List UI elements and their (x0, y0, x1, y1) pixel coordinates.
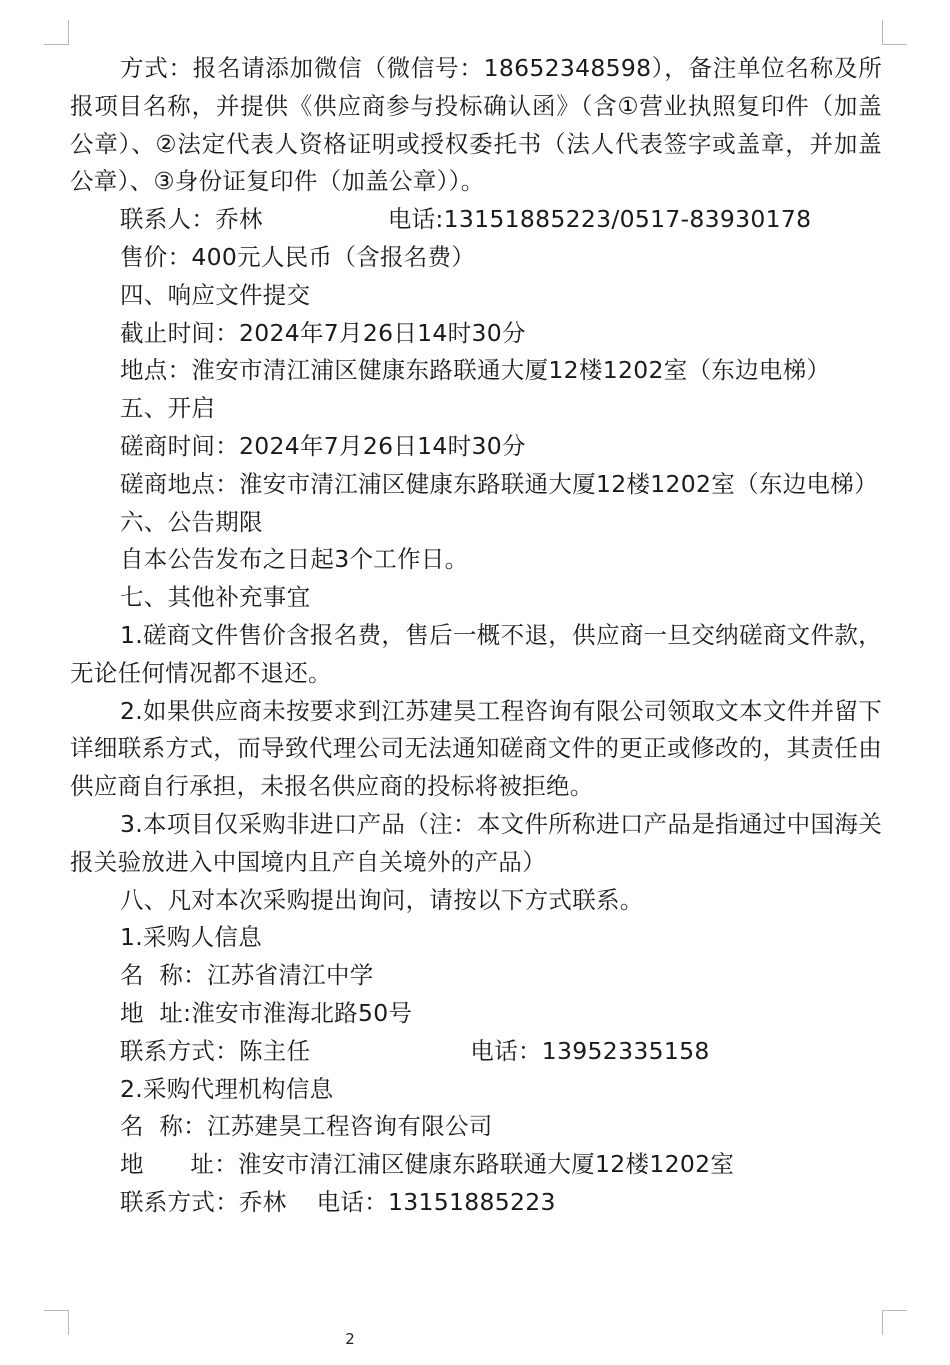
supplement-item-3: 3.本项目仅采购非进口产品（注：本文件所称进口产品是指通过中国海关报关验放进入中国境内且产自关境外的产品） (70, 809, 882, 876)
price: 售价：400元人民币（含报名费） (120, 242, 476, 271)
agency-address: 地 址：淮安市清江浦区健康东路联通大厦12楼1202室 (120, 1150, 735, 1179)
section-6-title: 六、公告期限 (120, 507, 263, 536)
section-5-title: 五、开启 (120, 394, 216, 423)
crop-mark-top-right (882, 20, 907, 45)
purchaser-phone: 电话：13952335158 (470, 1036, 710, 1065)
section-8-title: 八、凡对本次采购提出询问，请按以下方式联系。 (120, 885, 644, 914)
page-number: 2 (345, 1330, 355, 1348)
supplement-item-2: 2.如果供应商未按要求到江苏建昊工程咨询有限公司领取文本文件并留下详细联系方式，而导致代理公司无法通知磋商文件的更正或修改的，其责任由供应商自行承担，未报名供应商的投标将被拒绝。 (70, 696, 882, 801)
negotiation-location: 磋商地点：淮安市清江浦区健康东路联通大厦12楼1202室（东边电梯） (120, 469, 878, 498)
purchaser-info-title: 1.采购人信息 (120, 923, 263, 952)
agency-contact: 联系方式：乔林 (120, 1187, 287, 1216)
negotiation-time: 磋商时间：2024年7月26日14时30分 (120, 431, 526, 460)
agency-name: 名 称：江苏建昊工程咨询有限公司 (120, 1112, 493, 1141)
purchaser-contact-row (70, 1033, 882, 1071)
section-4-title: 四、响应文件提交 (120, 280, 311, 309)
purchaser-name: 名 称：江苏省清江中学 (120, 961, 374, 990)
agency-contact-row (70, 1184, 882, 1222)
contact-person: 联系人：乔林 (120, 205, 263, 234)
agency-info-title: 2.采购代理机构信息 (120, 1074, 334, 1103)
purchaser-address: 地 址:淮安市淮海北路50号 (120, 998, 413, 1027)
supplement-item-1: 1.磋商文件售价含报名费，售后一概不退，供应商一旦交纳磋商文件款，无论任何情况都不退还。 (70, 620, 882, 687)
registration-method: 方式：报名请添加微信（微信号：18652348598），备注单位名称及所报项目名称，并提供《供应商参与投标确认函》（含①营业执照复印件（加盖公章）、②法定代表人资格证明或授权委托书（法人代表签字或盖章，并加盖公章）、③身份证复印件（加盖公章））。 (70, 54, 882, 196)
section-7-title: 七、其他补充事宜 (120, 583, 311, 612)
submission-location: 地点：淮安市清江浦区健康东路联通大厦12楼1202室（东边电梯） (120, 356, 831, 385)
submission-deadline: 截止时间：2024年7月26日14时30分 (120, 318, 526, 347)
purchaser-contact: 联系方式：陈主任 (120, 1036, 311, 1065)
notice-period: 自本公告发布之日起3个工作日。 (120, 545, 469, 574)
document-body (70, 50, 882, 1222)
agency-phone: 电话：13151885223 (316, 1187, 556, 1216)
crop-mark-top-left (44, 20, 69, 45)
crop-mark-bottom-right (882, 1310, 907, 1335)
contact-row (70, 201, 882, 239)
contact-phone: 电话:13151885223/0517-83930178 (387, 205, 812, 234)
